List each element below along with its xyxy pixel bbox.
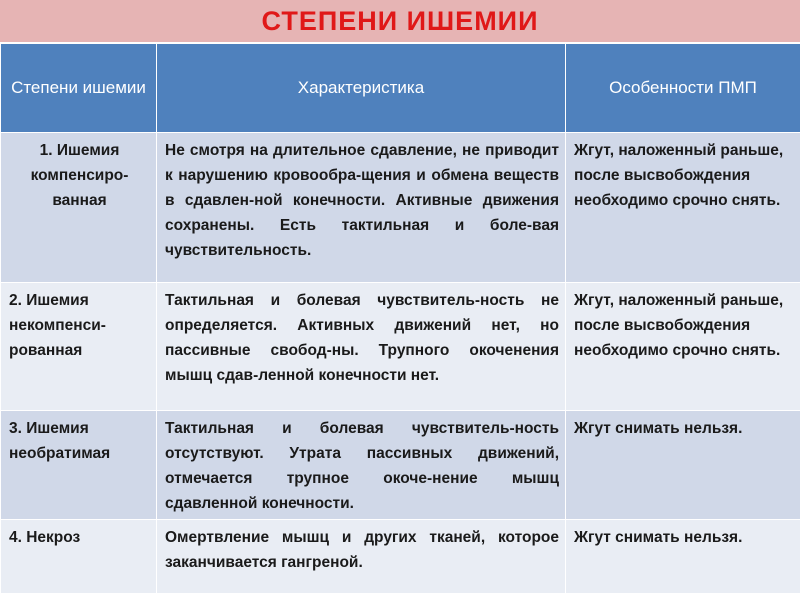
degree-cell: 2. Ишемия некомпенси-рованная xyxy=(1,283,157,411)
table-body xyxy=(1,133,800,594)
title-bar xyxy=(0,0,800,42)
header-row xyxy=(1,44,800,133)
degree-cell: 1. Ишемия компенсиро-ванная xyxy=(1,133,157,283)
degree-cell: 3. Ишемия необратимая xyxy=(1,411,157,520)
pmp-cell: Жгут, наложенный раньше, после высвобождения необходимо срочно снять. xyxy=(566,283,800,411)
table-row xyxy=(1,520,800,594)
header-pmp: Особенности ПМП xyxy=(566,44,800,133)
page-title: СТЕПЕНИ ИШЕМИИ xyxy=(261,5,539,36)
degree-cell: 4. Некроз xyxy=(1,520,157,594)
description-cell: Омертвление мышц и других тканей, которое заканчивается гангреной. xyxy=(157,520,566,594)
header-degree: Степени ишемии xyxy=(1,44,157,133)
header-characteristic: Характеристика xyxy=(157,44,566,133)
ischemia-table-container xyxy=(0,43,800,594)
pmp-cell: Жгут, наложенный раньше, после высвобождения необходимо срочно снять. xyxy=(566,133,800,283)
table-row xyxy=(1,411,800,520)
pmp-cell: Жгут снимать нельзя. xyxy=(566,411,800,520)
description-cell: Не смотря на длительное сдавление, не приводит к нарушению кровообра-щения и обмена веществ в сдавлен-ной конечности. Активные движения сохранены. Есть тактильная и боле-вая чувствительность. xyxy=(157,133,566,283)
description-cell: Тактильная и болевая чувствитель-ность не определяется. Активных движений нет, но пассивные свобод-ны. Трупного окоченения мышц сдав-ленной конечности нет. xyxy=(157,283,566,411)
table-row xyxy=(1,133,800,283)
table-header xyxy=(1,44,800,133)
ischemia-table xyxy=(0,43,800,594)
pmp-cell: Жгут снимать нельзя. xyxy=(566,520,800,594)
description-cell: Тактильная и болевая чувствитель-ность отсутствуют. Утрата пассивных движений, отмечается трупное окоче-нение мышц сдавленной конечности. xyxy=(157,411,566,520)
table-row xyxy=(1,283,800,411)
